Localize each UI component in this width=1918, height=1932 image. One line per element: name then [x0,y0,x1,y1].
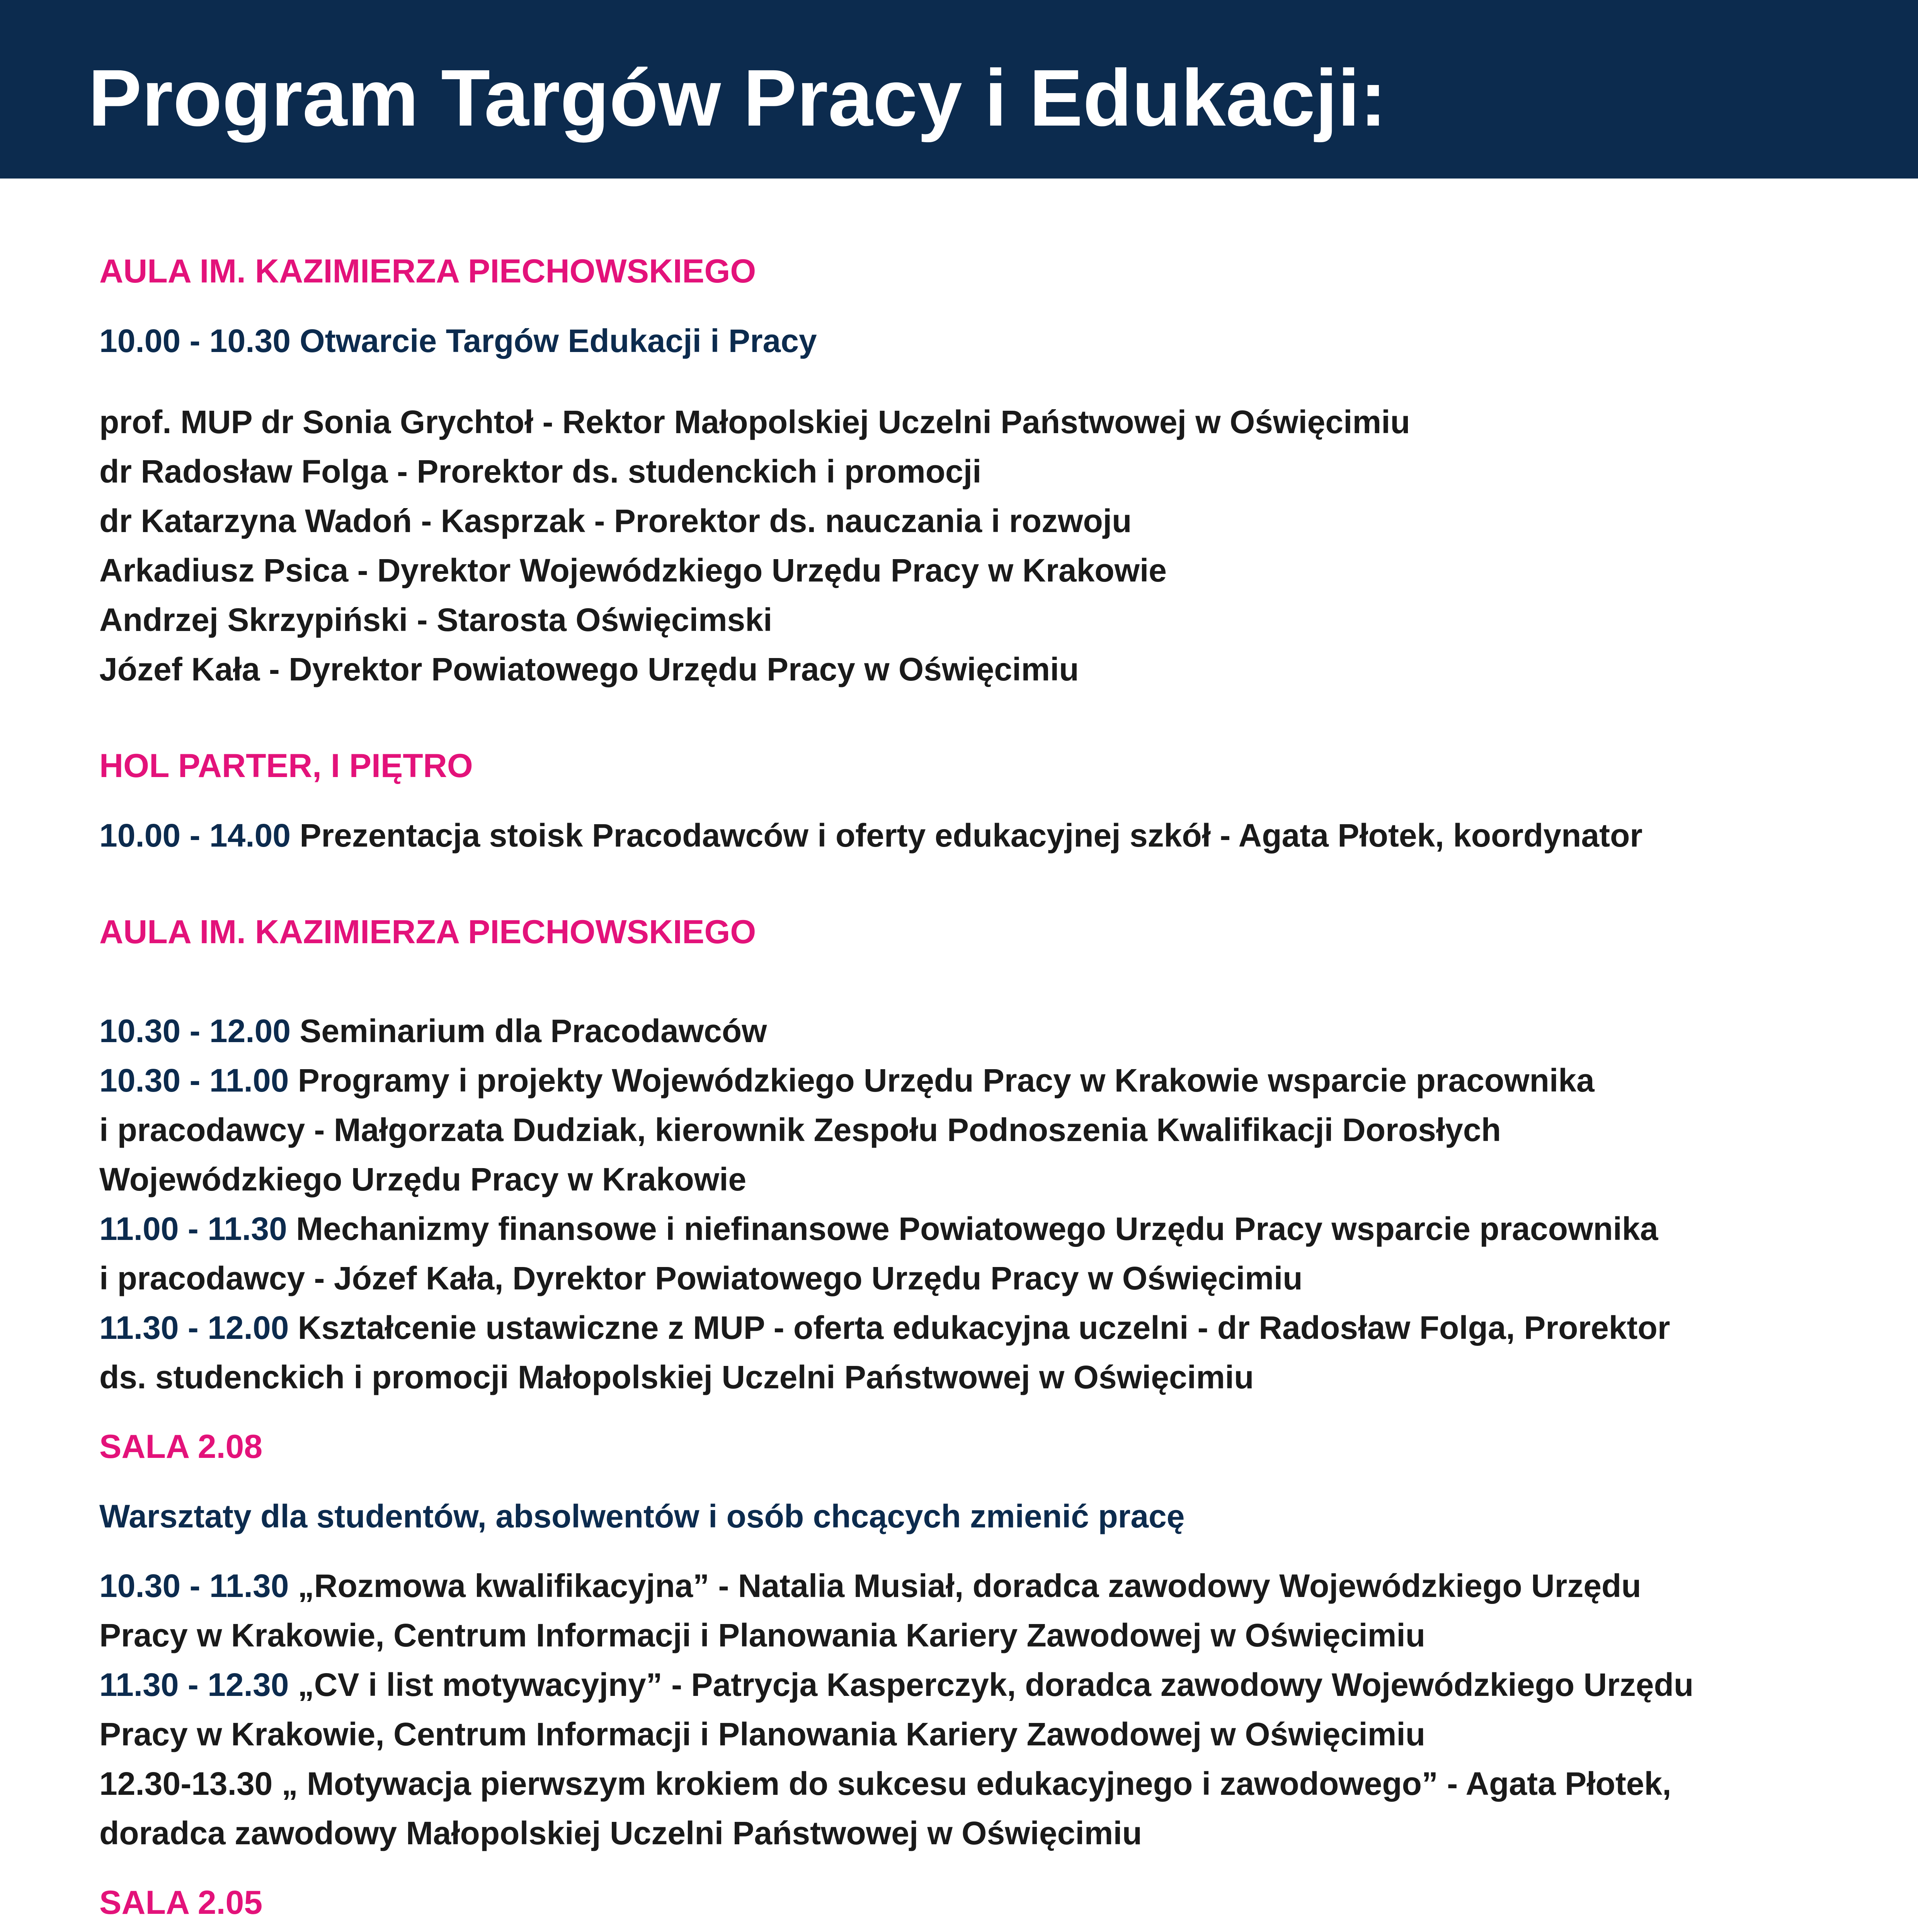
program-item-text: Pracy w Krakowie, Centrum Informacji i Planowania Kariery Zawodowej w Oświęcimiu [99,1617,1426,1653]
program-item-text: Wojewódzkiego Urzędu Pracy w Krakowie [99,1161,747,1197]
program-item-text: Programy i projekty Wojewódzkiego Urzędu Pracy w Krakowie wsparcie pracownika [298,1062,1595,1099]
speaker: Arkadiusz Psica - Dyrektor Wojewódzkiego Urzędu Pracy w Krakowie [99,552,1167,588]
venue-heading: SALA 2.08 [99,1428,263,1465]
event-title: Otwarcie Targów Edukacji i Pracy [300,323,817,359]
program-item-text: Pracy w Krakowie, Centrum Informacji i Planowania Kariery Zawodowej w Oświęcimiu [99,1716,1426,1752]
page-title: Program Targów Pracy i Edukacji: [88,53,1387,143]
program-content [99,247,1838,1932]
program-item-text: Kształcenie ustawiczne z MUP - oferta edukacyjna uczelni - dr Radosław Folga, Prorektor [298,1310,1670,1346]
program-item [99,1006,1838,1056]
speaker: dr Katarzyna Wadoń - Kasprzak - Prorektor ds. nauczania i rozwoju [99,503,1132,539]
venue-heading: AULA IM. KAZIMIERZA PIECHOWSKIEGO [99,913,756,951]
time-slot: 10.30 - 11.30 [99,1568,289,1604]
program-item-text: Seminarium dla Pracodawców [300,1013,767,1049]
speaker: prof. MUP dr Sonia Grychtoł - Rektor Małopolskiej Uczelni Państwowej w Oświęcimiu [99,404,1410,440]
program-item-text: Mechanizmy finansowe i niefinansowe Powiatowego Urzędu Pracy wsparcie pracownika [296,1211,1658,1247]
program-item-text: „CV i list motywacyjny” - Patrycja Kasperczyk, doradca zawodowy Wojewódzkiego Urzędu [298,1667,1694,1703]
section-subtitle: Warsztaty dla studentów, absolwentów i osób chcących zmienić pracę [99,1498,1185,1534]
program-item-text: i pracodawcy - Józef Kała, Dyrektor Powiatowego Urzędu Pracy w Oświęcimiu [99,1260,1303,1296]
program-item [99,1660,1838,1759]
time-slot: 10.00 - 14.00 [99,817,291,854]
program-item [99,1056,1838,1204]
opening-item [99,316,1838,366]
time-slot: 11.00 - 11.30 [99,1211,287,1247]
time-slot: 10.30 - 11.00 [99,1062,289,1099]
program-item-text: „Rozmowa kwalifikacyjna” - Natalia Musiał, doradca zawodowy Wojewódzkiego Urzędu [298,1568,1641,1604]
program-item-text: 12.30-13.30 „ Motywacja pierwszym krokiem do sukcesu edukacyjnego i zawodowego” - Agata Płotek, [99,1765,1671,1802]
program-item-text: i pracodawcy - Małgorzata Dudziak, kierownik Zespołu Podnoszenia Kwalifikacji Dorosłych [99,1112,1501,1148]
program-item [99,1303,1838,1402]
program-item-text: Prezentacja stoisk Pracodawców i oferty edukacyjnej szkół - Agata Płotek, koordynator [300,817,1643,854]
speaker: Józef Kała - Dyrektor Powiatowego Urzędu Pracy w Oświęcimiu [99,651,1079,687]
speaker-list [99,397,1838,694]
speaker: Andrzej Skrzypiński - Starosta Oświęcimski [99,602,773,638]
program-item-text: ds. studenckich i promocji Małopolskiej Uczelni Państwowej w Oświęcimiu [99,1359,1254,1395]
time-slot: 10.30 - 12.00 [99,1013,291,1049]
venue-heading: AULA IM. KAZIMIERZA PIECHOWSKIEGO [99,253,756,290]
program-item [99,1204,1838,1303]
venue-heading: HOL PARTER, I PIĘTRO [99,747,473,784]
time-slot: 10.00 - 10.30 [99,323,291,359]
time-slot: 11.30 - 12.00 [99,1310,289,1346]
program-item-text: doradca zawodowy Małopolskiej Uczelni Państwowej w Oświęcimiu [99,1815,1142,1851]
program-item [99,811,1838,860]
program-item [99,1561,1838,1660]
time-slot: 11.30 - 12.30 [99,1667,289,1703]
speaker: dr Radosław Folga - Prorektor ds. studenckich i promocji [99,453,982,490]
venue-heading: SALA 2.05 [99,1884,263,1921]
header-banner [0,0,1918,179]
program-item [99,1759,1838,1858]
